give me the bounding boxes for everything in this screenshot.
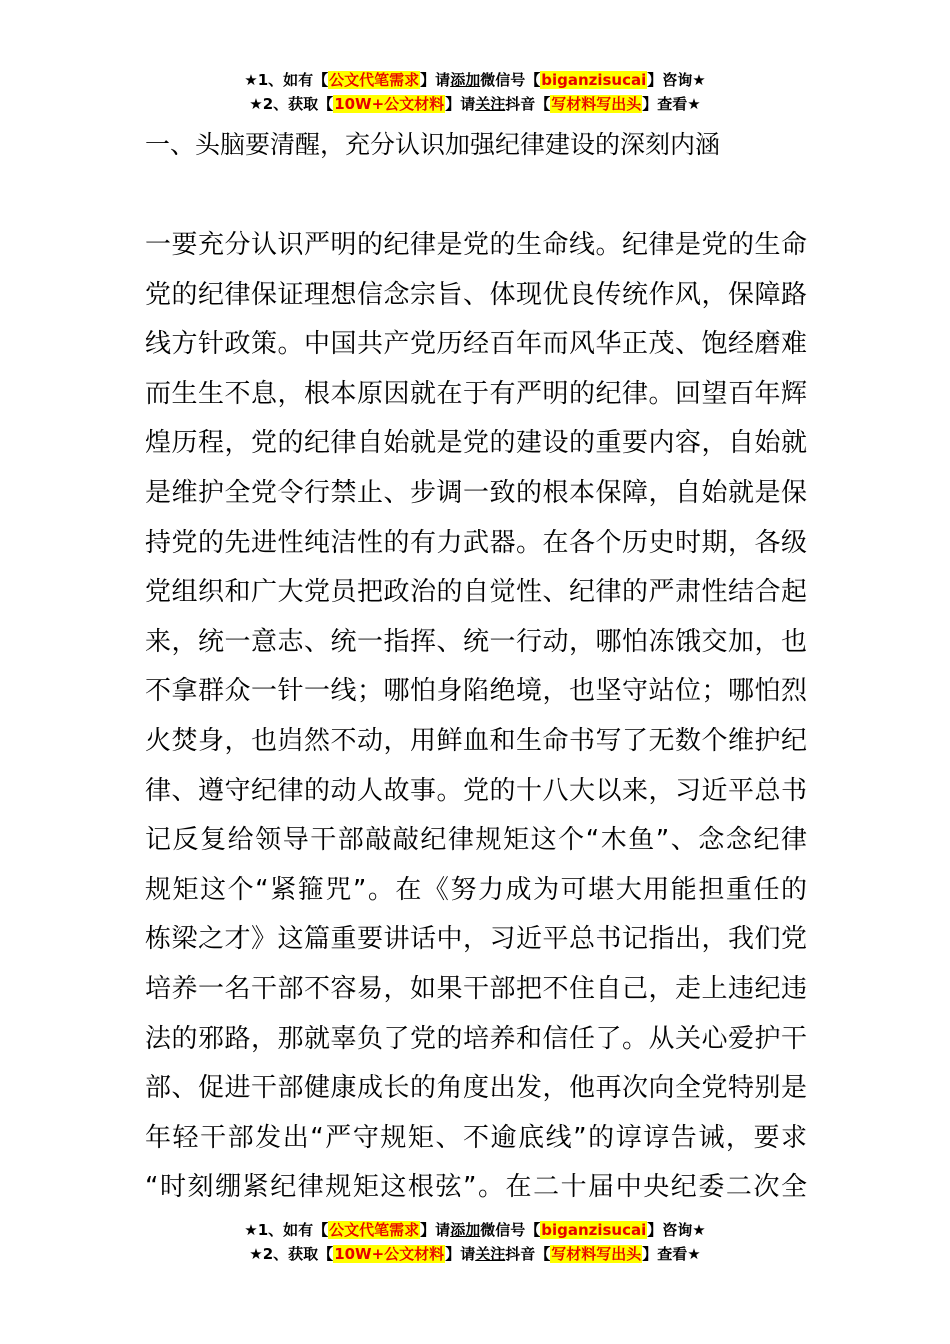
banner-text: ★1、如有【 <box>244 71 329 89</box>
paragraph-line: 党的纪律保证理想信念宗旨、体现优良传统作风，保障路 <box>145 279 807 310</box>
body-paragraph <box>145 221 807 1213</box>
banner-text: 】请 <box>445 1245 476 1263</box>
banner-text: 抖音【 <box>505 95 551 113</box>
paragraph-line: 来，统一意志、统一指挥、统一行动，哪怕冻饿交加，也 <box>145 626 807 657</box>
banner-emphasis: 关注 <box>475 1245 506 1263</box>
top-banner <box>0 68 950 116</box>
banner-highlight: biganzisucai <box>541 71 647 89</box>
banner-highlight: 公文代笔需求 <box>329 1221 420 1239</box>
banner-line-2 <box>0 1242 950 1266</box>
paragraph-line: 栋梁之才》这篇重要讲话中，习近平总书记指出，我们党 <box>145 924 807 955</box>
paragraph-line: 党组织和广大党员把政治的自觉性、纪律的严肃性结合起 <box>145 577 807 608</box>
banner-emphasis: 添加 <box>450 1221 481 1239</box>
banner-line-1 <box>0 68 950 92</box>
banner-emphasis: 添加 <box>450 71 481 89</box>
banner-text: 】请 <box>420 1221 451 1239</box>
paragraph-line: 规矩这个“紧箍咒”。在《努力成为可堪大用能担重任的 <box>145 874 807 905</box>
paragraph-line: 火焚身，也岿然不动，用鲜血和生命书写了无数个维护纪 <box>145 725 807 756</box>
banner-text: ★2、获取【 <box>249 1245 334 1263</box>
paragraph-line: 线方针政策。中国共产党历经百年而风华正茂、饱经磨难 <box>145 329 807 360</box>
paragraph-line: 律、遵守纪律的动人故事。党的十八大以来，习近平总书 <box>145 775 807 806</box>
banner-text: 】查看★ <box>642 95 701 113</box>
paragraph-line: 培养一名干部不容易，如果干部把不住自己，走上违纪违 <box>145 973 807 1004</box>
paragraph-line: 法的邪路，那就辜负了党的培养和信任了。从关心爱护干 <box>145 1023 807 1054</box>
banner-text: 】咨询★ <box>647 71 706 89</box>
banner-emphasis: 关注 <box>475 95 506 113</box>
banner-text: 】请 <box>420 71 451 89</box>
paragraph-line: 持党的先进性纯洁性的有力武器。在各个历史时期，各级 <box>145 527 807 558</box>
paragraph-line: 一要充分认识严明的纪律是党的生命线。纪律是党的生命 <box>145 230 807 260</box>
paragraph-line: 年轻干部发出“严守规矩、不逾底线”的谆谆告诫，要求 <box>145 1122 807 1153</box>
banner-text: 】咨询★ <box>647 1221 706 1239</box>
paragraph-line: 煌历程，党的纪律自始就是党的建设的重要内容，自始就 <box>145 428 807 459</box>
banner-highlight: 10W+公文材料 <box>334 1245 445 1263</box>
banner-text: 】查看★ <box>642 1245 701 1263</box>
banner-highlight: 写材料写出头 <box>551 1245 642 1263</box>
banner-line-2 <box>0 92 950 116</box>
paragraph-line: 是维护全党令行禁止、步调一致的根本保障，自始就是保 <box>145 477 807 508</box>
paragraph-line: 记反复给领导干部敲敲纪律规矩这个“木鱼”、念念纪律 <box>145 825 807 856</box>
banner-text: 抖音【 <box>505 1245 551 1263</box>
paragraph-line: 而生生不息，根本原因就在于有严明的纪律。回望百年辉 <box>145 378 807 409</box>
banner-highlight: biganzisucai <box>541 1221 647 1239</box>
banner-highlight: 写材料写出头 <box>551 95 642 113</box>
banner-text: ★1、如有【 <box>244 1221 329 1239</box>
banner-highlight: 公文代笔需求 <box>329 71 420 89</box>
bottom-banner <box>0 1218 950 1266</box>
banner-highlight: 10W+公文材料 <box>334 95 445 113</box>
paragraph-line: 部、促进干部健康成长的角度出发，他再次向全党特别是 <box>145 1073 807 1104</box>
paragraph-line: 不拿群众一针一线；哪怕身陷绝境，也坚守站位；哪怕烈 <box>145 676 807 707</box>
paragraph-line: “时刻绷紧纪律规矩这根弦”。在二十届中央纪委二次全 <box>145 1172 807 1203</box>
banner-text: 】请 <box>445 95 476 113</box>
section-heading: 一、头脑要清醒，充分认识加强纪律建设的深刻内涵 <box>145 130 721 159</box>
banner-text: 微信号【 <box>480 71 541 89</box>
banner-line-1 <box>0 1218 950 1242</box>
banner-text: ★2、获取【 <box>249 95 334 113</box>
banner-text: 微信号【 <box>480 1221 541 1239</box>
